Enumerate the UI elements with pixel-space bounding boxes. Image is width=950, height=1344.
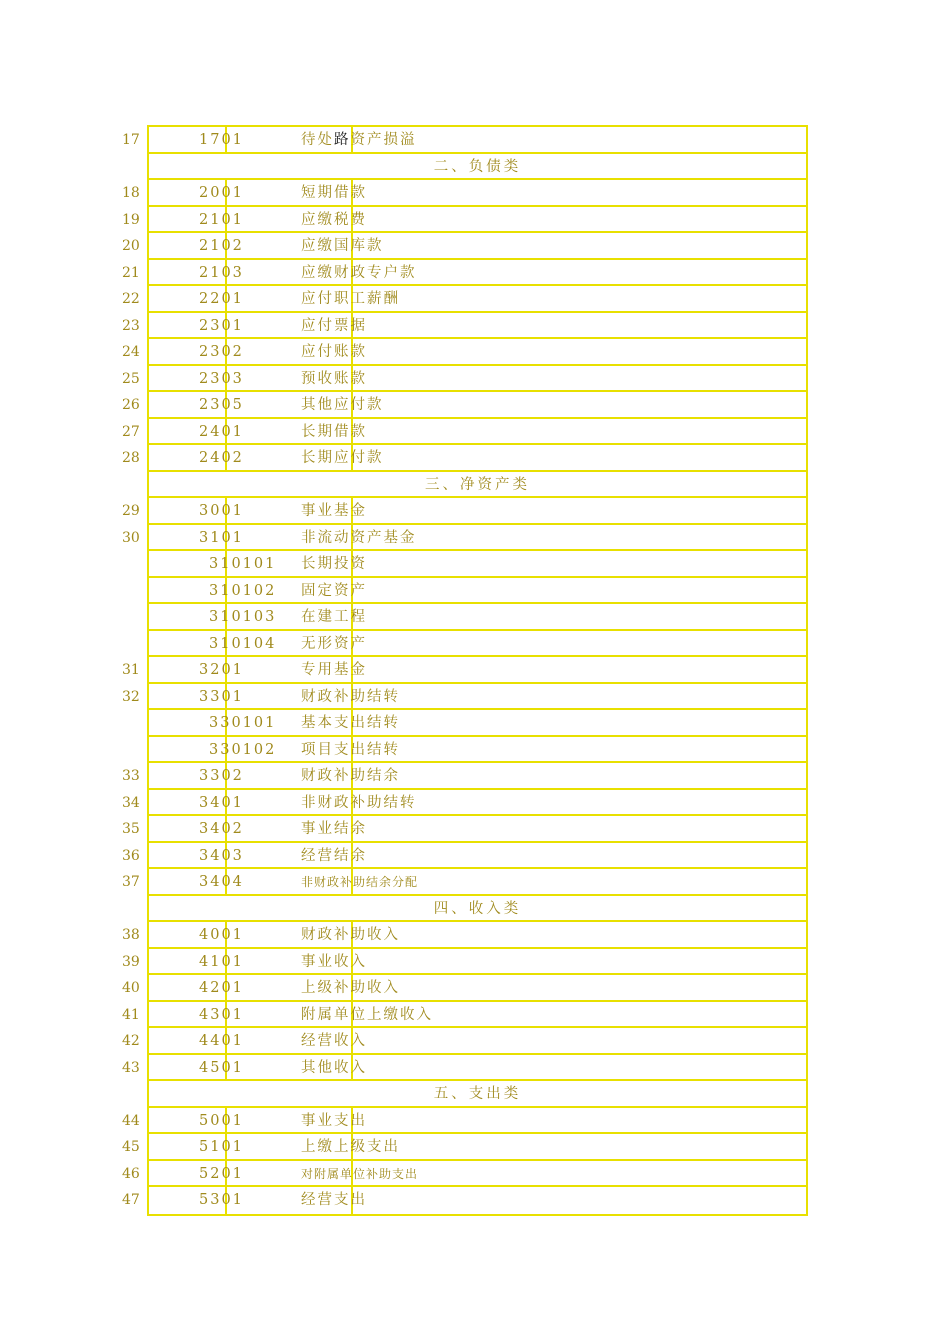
account-name: 附属单位上缴收入 [301,1006,433,1023]
row-number: 23 [122,317,140,334]
table-row [122,1055,806,1082]
account-name: 非财政补助结余分配 [301,875,419,889]
row-number: 47 [122,1192,140,1208]
account-code: 2401 [199,423,244,440]
account-name: 专用基金 [301,662,367,678]
table-row [122,657,806,684]
table-row [122,498,806,525]
account-code: 3404 [199,874,244,890]
row-number: 27 [122,423,140,440]
table-row [122,127,806,154]
account-code: 310104 [209,635,277,652]
account-code: 3402 [199,821,244,837]
table-row [149,710,806,737]
account-name: 应付职工薪酬 [301,291,400,307]
row-number: 32 [122,688,140,705]
section-header-row [149,1081,806,1108]
row-number: 26 [122,397,140,413]
row-number: 37 [122,874,140,890]
account-code: 2301 [199,317,244,334]
account-code: 4301 [199,1006,244,1023]
table-row [122,313,806,340]
row-number: 17 [122,132,140,148]
table-row [122,922,806,949]
table-row [149,604,806,631]
account-code: 2102 [199,238,244,254]
row-number: 35 [122,821,140,837]
account-name: 长期应付款 [301,450,384,466]
table-row [122,1134,806,1161]
table-row [122,790,806,817]
account-code: 310101 [209,556,277,572]
account-name: 上缴上级支出 [301,1139,400,1155]
section-title: 二、负债类 [433,158,522,175]
account-code: 4001 [199,927,244,943]
row-number: 22 [122,291,140,307]
table-row [122,419,806,446]
account-code: 2305 [199,397,244,413]
account-code: 3201 [199,662,244,678]
account-code: 5001 [199,1112,244,1129]
account-code: 4501 [199,1059,244,1076]
accounts-table [122,125,808,1216]
account-code: 330101 [209,715,277,731]
row-number: 41 [122,1006,140,1023]
row-number: 31 [122,662,140,678]
table-row [122,1108,806,1135]
row-number: 45 [122,1139,140,1155]
table-row [122,843,806,870]
table-row [122,684,806,711]
account-name: 长期借款 [301,423,367,440]
account-name: 经营收入 [301,1033,367,1049]
account-name: 基本支出结转 [301,715,400,731]
row-number: 34 [122,794,140,811]
section-title: 四、收入类 [433,900,522,917]
table-row [149,737,806,764]
account-name: 事业结余 [301,821,367,837]
account-name: 非流动资产基金 [301,529,417,546]
account-name: 非财政补助结转 [301,794,417,811]
table-row [122,233,806,260]
account-name: 经营支出 [301,1192,367,1208]
account-code: 5301 [199,1192,244,1208]
table-row [122,286,806,313]
account-code: 4201 [199,980,244,996]
account-name: 应缴国库款 [301,238,384,254]
table-row [122,260,806,287]
table-row [122,869,806,896]
account-name: 应付票据 [301,317,367,334]
account-name: 经营结余 [301,847,367,864]
row-number: 39 [122,953,140,970]
account-code: 310102 [209,582,277,599]
row-number: 21 [122,264,140,281]
section-title: 五、支出类 [433,1086,522,1102]
table-row [149,578,806,605]
account-code: 330102 [209,741,277,758]
row-number: 30 [122,529,140,546]
account-code: 5201 [199,1165,244,1182]
section-header-row [149,472,806,499]
account-name: 事业收入 [301,953,367,970]
account-name: 上级补助收入 [301,980,400,996]
account-code: 3302 [199,768,244,784]
row-number: 42 [122,1033,140,1049]
table-row [149,631,806,658]
table-row [122,445,806,472]
account-name: 其他收入 [301,1059,367,1076]
table-row [122,763,806,790]
table-row [122,949,806,976]
table-row [122,525,806,552]
account-code: 5101 [199,1139,244,1155]
account-code: 2103 [199,264,244,281]
table-row [122,392,806,419]
section-title: 三、净资产类 [425,476,530,493]
account-code: 2001 [199,185,244,201]
account-name: 固定资产 [301,582,367,599]
section-header-row [149,154,806,181]
account-name: 无形资产 [301,635,367,652]
section-header-row [149,896,806,923]
account-code: 2101 [199,211,244,228]
row-number: 19 [122,211,140,228]
account-name: 对附属单位补助支出 [301,1166,419,1181]
table-row [122,339,806,366]
account-name: 预收账款 [301,370,367,387]
table-row [122,180,806,207]
account-name: 事业支出 [301,1112,367,1129]
account-code: 2402 [199,450,244,466]
account-code: 1701 [199,132,244,148]
row-number: 33 [122,768,140,784]
account-name: 长期投资 [301,556,367,572]
account-name: 应缴税费 [301,211,367,228]
account-code: 2201 [199,291,244,307]
row-number: 29 [122,503,140,519]
account-code: 3403 [199,847,244,864]
row-number: 28 [122,450,140,466]
table-row [122,1028,806,1055]
row-number: 40 [122,980,140,996]
account-name: 应付账款 [301,344,367,360]
account-name: 财政补助收入 [301,927,400,943]
account-code: 4101 [199,953,244,970]
table-row [122,207,806,234]
row-number: 46 [122,1165,140,1182]
account-name: 应缴财政专户款 [301,264,417,281]
account-code: 3401 [199,794,244,811]
row-number: 20 [122,238,140,254]
account-name: 财政补助结余 [301,768,400,784]
row-number: 38 [122,927,140,943]
account-code: 4401 [199,1033,244,1049]
row-number: 36 [122,847,140,864]
account-code: 310103 [209,609,277,625]
account-code: 3001 [199,503,244,519]
account-name: 其他应付款 [301,397,384,413]
table-row [122,1002,806,1029]
row-number: 43 [122,1059,140,1076]
table-row [122,816,806,843]
row-number: 24 [122,344,140,360]
account-name: 在建工程 [301,609,367,625]
account-name: 项目支出结转 [301,741,400,758]
account-code: 3101 [199,529,244,546]
table-row [122,366,806,393]
row-number: 18 [122,185,140,201]
account-name: 事业基金 [301,503,367,519]
account-name: 待处路资产损溢 [301,132,417,148]
account-code: 2303 [199,370,244,387]
table-row [149,551,806,578]
table-row [122,1187,806,1214]
table-row [122,1161,806,1188]
account-name: 财政补助结转 [301,688,400,705]
account-code: 3301 [199,688,244,705]
row-number: 25 [122,370,140,387]
table-row [122,975,806,1002]
account-code: 2302 [199,344,244,360]
row-number: 44 [122,1112,140,1129]
account-name: 短期借款 [301,185,367,201]
